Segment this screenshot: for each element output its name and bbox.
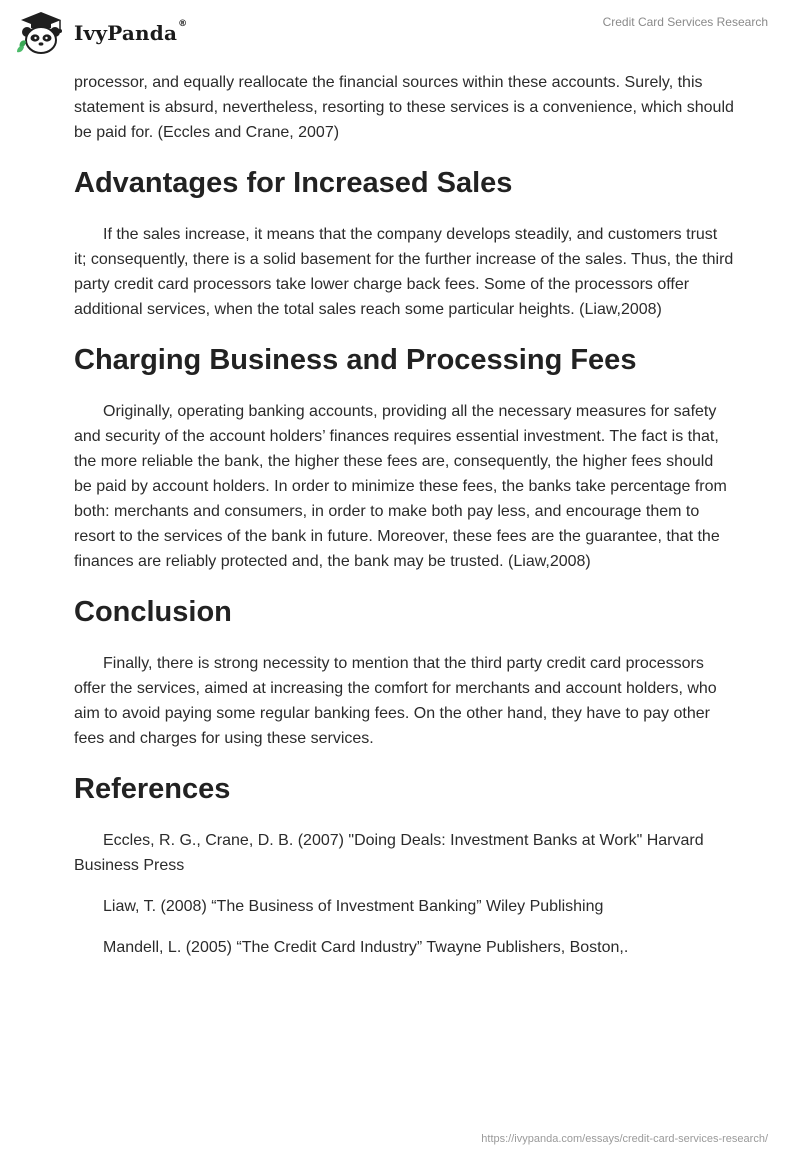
source-url[interactable]: https://ivypanda.com/essays/credit-card-services-research/ [481, 1133, 768, 1145]
section-heading-fees: Charging Business and Processing Fees [74, 344, 637, 376]
intro-paragraph: processor, and equally reallocate the financial sources within these accounts. Surely, this statement is absurd, nevertheless, resorting to these services is a convenience, which should be paid for. (Eccles and Crane, 2007) [74, 74, 734, 141]
section-paragraph-conclusion: Finally, there is strong necessity to mention that the third party credit card processors offer the services, aimed at increasing the comfort for merchants and account holders, who aim to avoid paying some regular banking fees. On the other hand, they have to pay other fees and charges for using these services. [74, 655, 717, 747]
section-paragraph-increased-sales: If the sales increase, it means that the company develops steadily, and customers trust it; consequently, there is a solid basement for the further increase of the sales. Thus, the third party credit card processors take lower charge back fees. Some of the processors offer additional services, when the total sales reach some particular heights. (Liaw,2008) [74, 226, 734, 318]
brand-label: IvyPanda [74, 21, 178, 45]
panda-graduate-icon [14, 10, 68, 56]
registered-mark: ® [178, 19, 188, 29]
ivypanda-logo[interactable] [14, 10, 187, 56]
section-heading-conclusion: Conclusion [74, 596, 232, 628]
reference-item: Eccles, R. G., Crane, D. B. (2007) "Doing Deals: Investment Banks at Work" Harvard Business Press [74, 832, 704, 874]
brand-name [74, 21, 187, 45]
reference-item: Mandell, L. (2005) “The Credit Card Industry” Twayne Publishers, Boston,. [103, 939, 629, 956]
references-heading: References [74, 773, 231, 805]
section-heading-increased-sales: Advantages for Increased Sales [74, 167, 513, 199]
document-title: Credit Card Services Research [602, 15, 768, 29]
page-header [0, 0, 800, 70]
essay-content [74, 70, 734, 976]
reference-item: Liaw, T. (2008) “The Business of Investment Banking” Wiley Publishing [103, 898, 604, 915]
section-paragraph-fees: Originally, operating banking accounts, providing all the necessary measures for safety and security of the account holders’ finances requires essential investment. The fact is that, the more reliable the bank, the higher these fees are, consequently, the higher fees should be paid by account holders. In order to minimize these fees, the banks take percentage from both: merchants and consumers, in order to make both pay less, and encourage them to resort to the services of the bank in future. Moreover, these fees are the guarantee, that the finances are reliably protected and, the bank may be trusted. (Liaw,2008) [74, 403, 727, 570]
